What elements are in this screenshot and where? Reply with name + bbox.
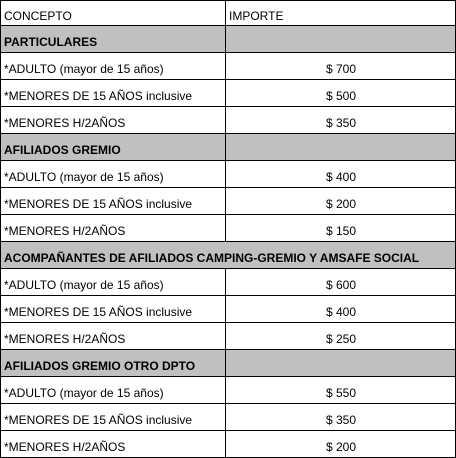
row-label: *MENORES DE 15 AÑOS inclusive — [1, 80, 226, 107]
section-amount-empty — [226, 350, 456, 377]
row-label: *MENORES DE 15 AÑOS inclusive — [1, 404, 226, 431]
table-row — [1, 431, 456, 458]
concept-header: CONCEPTO — [1, 1, 226, 26]
section-row — [1, 350, 456, 377]
row-amount: $ 550 — [226, 377, 456, 404]
amount-header: IMPORTE — [226, 1, 456, 26]
row-amount: $ 350 — [226, 107, 456, 134]
section-title: PARTICULARES — [1, 26, 226, 53]
table-row — [1, 404, 456, 431]
section-amount-empty — [226, 26, 456, 53]
table-row — [1, 53, 456, 80]
row-amount: $ 200 — [226, 431, 456, 458]
row-amount: $ 400 — [226, 296, 456, 323]
row-label: *MENORES H/2AÑOS — [1, 323, 226, 350]
table-row — [1, 215, 456, 242]
row-label: *ADULTO (mayor de 15 años) — [1, 377, 226, 404]
header-row — [1, 1, 456, 26]
section-title: AFILIADOS GREMIO OTRO DPTO — [1, 350, 226, 377]
row-label: *MENORES H/2AÑOS — [1, 107, 226, 134]
row-label: *MENORES DE 15 AÑOS inclusive — [1, 296, 226, 323]
row-amount: $ 400 — [226, 161, 456, 188]
table-row — [1, 161, 456, 188]
row-amount: $ 500 — [226, 80, 456, 107]
table-row — [1, 80, 456, 107]
row-label: *MENORES H/2AÑOS — [1, 431, 226, 458]
row-label: *ADULTO (mayor de 15 años) — [1, 269, 226, 296]
table-row — [1, 269, 456, 296]
row-label: *MENORES DE 15 AÑOS inclusive — [1, 188, 226, 215]
section-title: ACOMPAÑANTES DE AFILIADOS CAMPING-GREMIO Y AMSAFE SOCIAL — [1, 242, 456, 269]
table-row — [1, 377, 456, 404]
section-row — [1, 26, 456, 53]
section-row — [1, 242, 456, 269]
section-title: AFILIADOS GREMIO — [1, 134, 226, 161]
row-amount: $ 700 — [226, 53, 456, 80]
row-label: *ADULTO (mayor de 15 años) — [1, 161, 226, 188]
row-label: *ADULTO (mayor de 15 años) — [1, 53, 226, 80]
section-amount-empty — [226, 134, 456, 161]
row-amount: $ 150 — [226, 215, 456, 242]
table-row — [1, 188, 456, 215]
row-label: *MENORES H/2AÑOS — [1, 215, 226, 242]
row-amount: $ 350 — [226, 404, 456, 431]
table-row — [1, 296, 456, 323]
table-row — [1, 323, 456, 350]
section-row — [1, 134, 456, 161]
row-amount: $ 250 — [226, 323, 456, 350]
row-amount: $ 600 — [226, 269, 456, 296]
table-row — [1, 107, 456, 134]
row-amount: $ 200 — [226, 188, 456, 215]
